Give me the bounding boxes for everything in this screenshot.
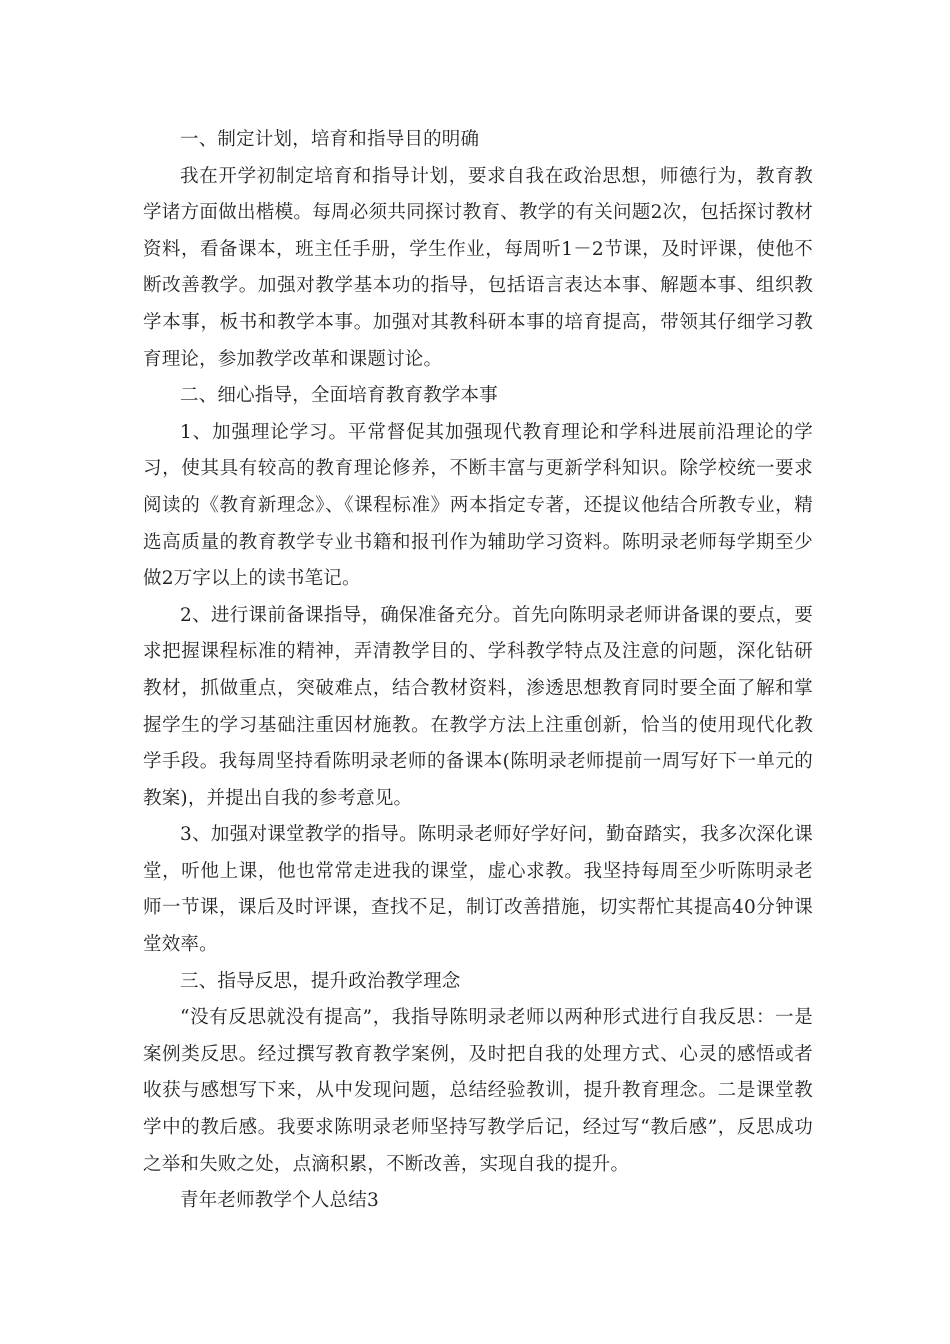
paragraph-plan: 我在开学初制定培育和指导计划，要求自我在政治思想，师德行为，教育教学诸方面做出楷模。每周必须共同探讨教育、教学的有关问题2次，包括探讨教材资料，看备课本，班主任手册，学生作业，每周听1－2节课，及时评课，使他不断改善教学。加强对教学基本功的指导，包括语言表达本事、解题本事、组织教学本事，板书和教学本事。加强对其教科研本事的培育提高，带领其仔细学习教育理论，参加教学改革和课题讨论。 xyxy=(143,165,813,370)
document-body xyxy=(143,122,813,1220)
paragraph-lesson-prep: 2、进行课前备课指导，确保准备充分。首先向陈明录老师讲备课的要点，要求把握课程标准的精神，弄清教学目的、学科教学特点及注意的问题，深化钻研教材，抓做重点，突破难点，结合教材资料，渗透思想教育同时要全面了解和掌握学生的学习基础注重因材施教。在教学方法上注重创新，恰当的使用现代化教学手段。我每周坚持看陈明录老师的备课本(陈明录老师提前一周写好下一单元的教案)，并提出自我的参考意见。 xyxy=(143,604,813,809)
paragraph-reflection: “没有反思就没有提高”，我指导陈明录老师以两种形式进行自我反思：一是案例类反思。经过撰写教育教学案例，及时把自我的处理方式、心灵的感悟或者收获与感想写下来，从中发现问题，总结经验教训，提升教育理念。二是课堂教学中的教后感。我要求陈明录老师坚持写教学后记，经过写“教后感”，反思成功之举和失败之处，点滴积累，不断改善，实现自我的提升。 xyxy=(143,1007,813,1175)
paragraph-classroom-guidance: 3、加强对课堂教学的指导。陈明录老师好学好问，勤奋踏实，我多次深化课堂，听他上课，他也常常走进我的课堂，虚心求教。我坚持每周至少听陈明录老师一节课，课后及时评课，查找不足，制订改善措施，切实帮忙其提高40分钟课堂效率。 xyxy=(143,824,813,956)
paragraph-theory-study: 1、加强理论学习。平常督促其加强现代教育理论和学科进展前沿理论的学习，使其具有较高的教育理论修养，不断丰富与更新学科知识。除学校统一要求阅读的《教育新理念》、《课程标准》两本指定专著，还提议他结合所教专业，精选高质量的教育教学专业书籍和报刊作为辅助学习资料。陈明录老师每学期至少做2万字以上的读书笔记。 xyxy=(143,421,813,590)
section-heading-2: 二、细心指导，全面培育教育教学本事 xyxy=(180,385,498,407)
section-heading-3: 三、指导反思，提升政治教学理念 xyxy=(180,970,461,992)
next-section-title: 青年老师教学个人总结3 xyxy=(180,1190,379,1212)
section-heading-1: 一、制定计划，培育和指导目的明确 xyxy=(180,129,480,150)
